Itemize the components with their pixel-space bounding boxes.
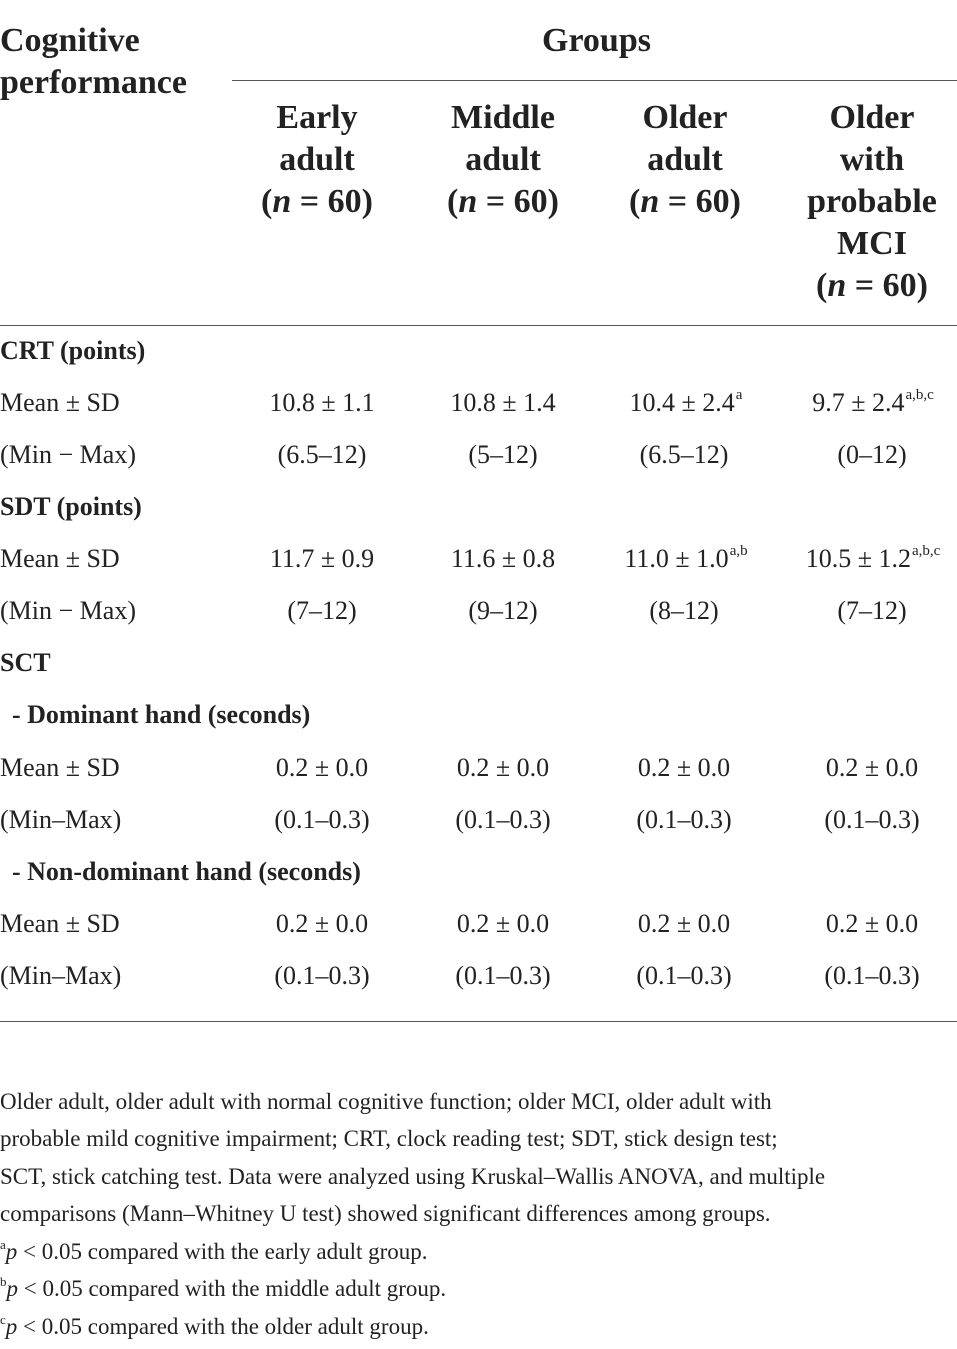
cell-crt-range-early: (6.5–12) (277, 440, 367, 469)
col-header-line: Older (829, 99, 915, 136)
cell-nondom-range-mci: (0.1–0.3) (824, 961, 920, 990)
row-label-nondom-range: (Min–Max) (0, 961, 122, 990)
row-label-crt-range: (Min − Max) (0, 440, 136, 469)
col-header-n: (n = 60) (816, 267, 928, 304)
col-header-line: Older (642, 99, 728, 136)
row-label-dom-mean: Mean ± SD (0, 753, 120, 782)
stub-header (0, 20, 187, 104)
col-header-line: probable (807, 183, 937, 220)
cell-dom-range-mci: (0.1–0.3) (824, 805, 920, 834)
col-header-older-mci (782, 97, 957, 307)
cell-sdt-mean-older: $11.0 \pm 1.0^{a,b}$ (624, 543, 748, 573)
col-header-middle-adult (413, 97, 593, 223)
row-label-dom-range: (Min–Max) (0, 805, 122, 834)
footnote-line: comparisons (Mann–Whitney U test) showed significant differences among groups. (0, 1201, 771, 1226)
section-sdt: SDT (points) (0, 492, 142, 521)
cell-sdt-range-middle: (9–12) (468, 596, 538, 625)
cell-nondom-range-early: (0.1–0.3) (274, 961, 370, 990)
cell-sdt-mean-mci: $10.5 \pm 1.2^{a,b,c}$ (805, 543, 941, 573)
col-header-n: (n = 60) (447, 183, 559, 220)
cell-crt-mean-older: 10.4 ± 2.4$^a$ (629, 387, 743, 417)
footnote-sig-a: $^a$p < 0.05 compared with the early adult group. (0, 1237, 428, 1264)
stub-header-line2: performance (0, 64, 187, 101)
col-header-line: adult (279, 141, 355, 178)
cell-dom-range-older: (0.1–0.3) (636, 805, 732, 834)
cell-sdt-range-mci: (7–12) (837, 596, 907, 625)
groups-header: Groups (542, 22, 651, 59)
cell-crt-range-older: (6.5–12) (639, 440, 729, 469)
stub-header-line1: Cognitive (0, 22, 140, 59)
section-crt: CRT (points) (0, 336, 146, 365)
col-header-older-adult (595, 97, 775, 223)
subsection-non-dominant-hand: - Non-dominant hand (seconds) (12, 857, 361, 886)
col-header-n: (n = 60) (261, 183, 373, 220)
cell-nondom-mean-middle: 0.2 ± 0.0 (456, 909, 550, 938)
footnote-line: probable mild cognitive impairment; CRT, clock reading test; SDT, stick design test; (0, 1126, 778, 1151)
groups-underline (232, 80, 957, 81)
cell-sdt-mean-early: 11.7 ± 0.9 (269, 544, 375, 573)
cell-nondom-mean-early: 0.2 ± 0.0 (275, 909, 369, 938)
row-label-nondom-mean: Mean ± SD (0, 909, 120, 938)
cell-crt-mean-middle: 10.8 ± 1.4 (450, 388, 556, 417)
cell-dom-mean-mci: 0.2 ± 0.0 (825, 753, 919, 782)
cell-crt-mean-early: 10.8 ± 1.1 (269, 388, 375, 417)
footnote-sig-c: $^c$p < 0.05 compared with the older adult group. (0, 1312, 429, 1339)
cell-nondom-mean-mci: 0.2 ± 0.0 (825, 909, 919, 938)
cell-dom-range-middle: (0.1–0.3) (455, 805, 551, 834)
cell-dom-mean-early: 0.2 ± 0.0 (275, 753, 369, 782)
cell-sdt-range-older: (8–12) (649, 596, 719, 625)
cell-nondom-range-middle: (0.1–0.3) (455, 961, 551, 990)
cell-nondom-range-older: (0.1–0.3) (636, 961, 732, 990)
row-label-crt-mean: Mean ± SD (0, 388, 120, 417)
col-header-line: with (839, 141, 905, 178)
header-bottom-rule (0, 325, 957, 326)
section-sct: SCT (0, 648, 51, 677)
footnote-line: Older adult, older adult with normal cognitive function; older MCI, older adult with (0, 1089, 772, 1114)
cell-crt-range-middle: (5–12) (468, 440, 538, 469)
col-header-line: Middle (451, 99, 555, 136)
col-header-line: Early (276, 99, 358, 136)
cell-dom-mean-older: 0.2 ± 0.0 (637, 753, 731, 782)
cell-sdt-range-early: (7–12) (287, 596, 357, 625)
col-header-line: adult (465, 141, 541, 178)
cell-dom-mean-middle: 0.2 ± 0.0 (456, 753, 550, 782)
col-header-n: (n = 60) (629, 183, 741, 220)
cell-crt-mean-mci: $9.7 \pm 2.4^{a,b,c}$ (812, 387, 934, 417)
cell-sdt-mean-middle: 11.6 ± 0.8 (450, 544, 556, 573)
col-header-line: MCI (837, 225, 907, 262)
subsection-dominant-hand: - Dominant hand (seconds) (12, 700, 311, 729)
col-header-line: adult (647, 141, 723, 178)
row-label-sdt-mean: Mean ± SD (0, 544, 120, 573)
cell-crt-range-mci: (0–12) (837, 440, 907, 469)
row-label-sdt-range: (Min − Max) (0, 596, 136, 625)
cell-nondom-mean-older: 0.2 ± 0.0 (637, 909, 731, 938)
table-bottom-rule (0, 1021, 957, 1022)
cell-dom-range-early: (0.1–0.3) (274, 805, 370, 834)
col-header-early-adult (227, 97, 407, 223)
footnote-line: SCT, stick catching test. Data were analyzed using Kruskal–Wallis ANOVA, and multiple (0, 1164, 826, 1189)
footnote-sig-b: $^b$p < 0.05 compared with the middle adult group. (0, 1274, 447, 1301)
